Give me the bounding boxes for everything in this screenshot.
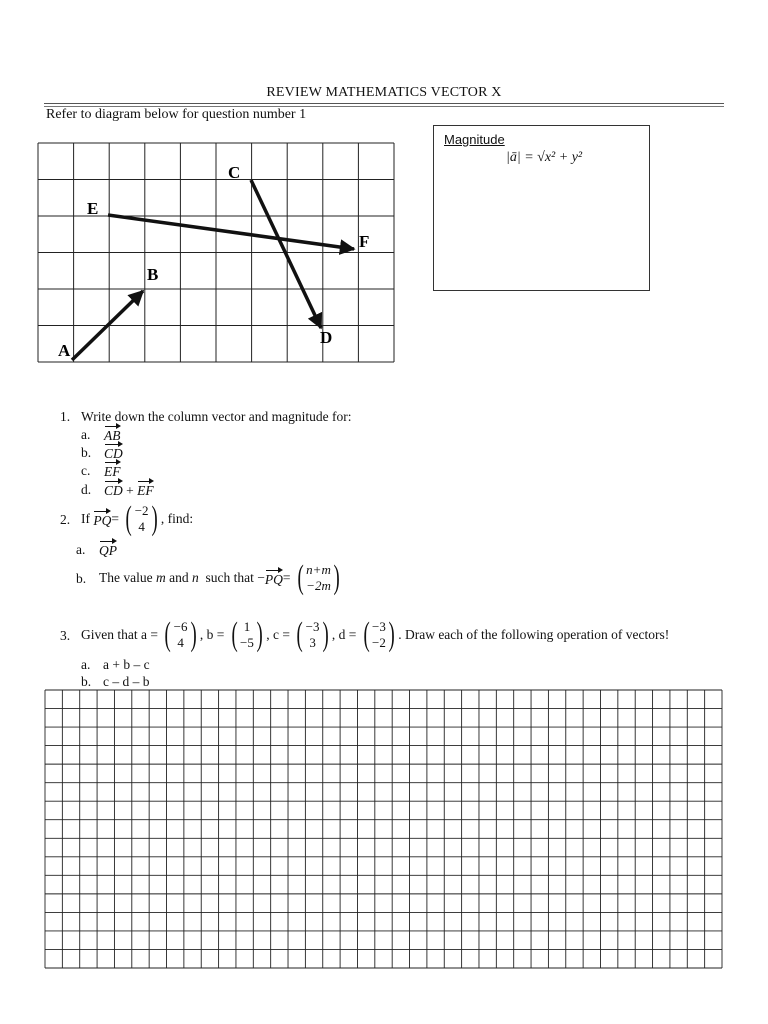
magnitude-title: Magnitude: [444, 132, 505, 147]
q3-number: 3.: [60, 628, 71, 643]
q2-col-bottom: 4: [138, 519, 145, 534]
q3-a-bottom: 4: [177, 635, 184, 650]
magnitude-formula-rhs: √x² + y²: [537, 150, 583, 165]
q1-item-d-letter: d.: [81, 482, 92, 497]
q3a-text: a + b – c: [103, 657, 150, 672]
q3-c-bottom: 3: [309, 635, 316, 650]
q1-item-c-letter: c.: [81, 463, 91, 478]
q3b-text: c – d – b: [103, 674, 150, 689]
q2-col-top: −2: [134, 503, 149, 518]
q3-vector-a: ( −6 4 ): [164, 616, 197, 653]
magnitude-formula: [506, 150, 582, 166]
q2b-and: and: [169, 570, 189, 585]
q1-item-a-vector: AB: [104, 425, 121, 444]
q3a-letter: a.: [81, 657, 91, 672]
label-f: F: [359, 232, 370, 251]
magnitude-box: [433, 125, 650, 291]
intro-text: Refer to diagram below for question number 1: [46, 107, 307, 122]
q3-vector-c: ( −3 3 ): [296, 616, 329, 653]
q2-number: 2.: [60, 512, 71, 527]
q2b-text2: such that −: [205, 570, 265, 585]
q3-tail: . Draw each of the following operation of vectors!: [398, 627, 670, 642]
q2b-col-bottom: −2m: [306, 578, 331, 593]
q3-b-bottom: −5: [240, 635, 254, 650]
q3b-letter: b.: [81, 674, 92, 689]
q1-item-b-letter: b.: [81, 445, 92, 460]
q1-text: Write down the column vector and magnitude for:: [81, 409, 352, 424]
q2b-letter: b.: [76, 571, 87, 586]
q2b-column-vector: ( n+m −2m ): [297, 559, 340, 596]
q3-c-top: −3: [305, 619, 320, 634]
q3-b-top: 1: [243, 619, 251, 634]
q2b-n: n: [191, 570, 199, 585]
q3-vector-d: ( −3 −2 ): [363, 616, 395, 653]
q2b-col-top: n+m: [306, 562, 331, 577]
answer-grid[interactable]: [0, 680, 768, 980]
q2b-m: m: [155, 570, 166, 585]
q3-vector-b: ( 1 −5 ): [231, 616, 263, 653]
q1-item-a-letter: a.: [81, 427, 91, 442]
q2b-line: [99, 557, 343, 599]
q3-given: Given that a =: [81, 627, 158, 642]
q2-equals: =: [111, 511, 119, 526]
q2b-text1: The value: [99, 570, 153, 585]
label-e: E: [87, 199, 99, 218]
q1-item-d-op: +: [122, 483, 138, 498]
q2-if: If: [81, 511, 90, 526]
diagram-grid: [38, 143, 394, 362]
q2b-vector: PQ: [265, 569, 283, 588]
vector-cd: [251, 180, 321, 328]
q3-d-top: −3: [372, 619, 386, 634]
label-a: A: [58, 341, 71, 360]
page-title: REVIEW MATHEMATICS VECTOR X: [266, 85, 502, 100]
q2-line: [81, 499, 193, 539]
q2b-equals: =: [282, 570, 291, 585]
q2-vector: PQ: [93, 510, 111, 529]
q1-number: 1.: [60, 409, 71, 424]
q2a-letter: a.: [76, 542, 86, 557]
q3-b-label: , b =: [199, 627, 225, 642]
q3-line: [81, 614, 669, 656]
q1-item-b-vector: CD: [104, 443, 123, 462]
label-b: B: [147, 265, 159, 284]
q1-item-d-vector2: EF: [137, 480, 154, 499]
magnitude-formula-lhs: |ā| =: [506, 150, 538, 165]
q1-item-c-vector: EF: [104, 461, 121, 480]
q2a-vector: QP: [99, 540, 117, 559]
q2-tail: , find:: [160, 511, 194, 526]
label-d: D: [320, 328, 333, 347]
q3-a-top: −6: [173, 619, 188, 634]
vector-diagram: [0, 0, 768, 400]
q3-d-bottom: −2: [372, 635, 386, 650]
q2-column-vector: ( −2 4 ): [125, 500, 158, 537]
label-c: C: [228, 163, 241, 182]
q1-item-d-vector1: CD: [104, 480, 123, 499]
q3-d-label: , d =: [331, 627, 357, 642]
q3-c-label: , c =: [266, 627, 290, 642]
